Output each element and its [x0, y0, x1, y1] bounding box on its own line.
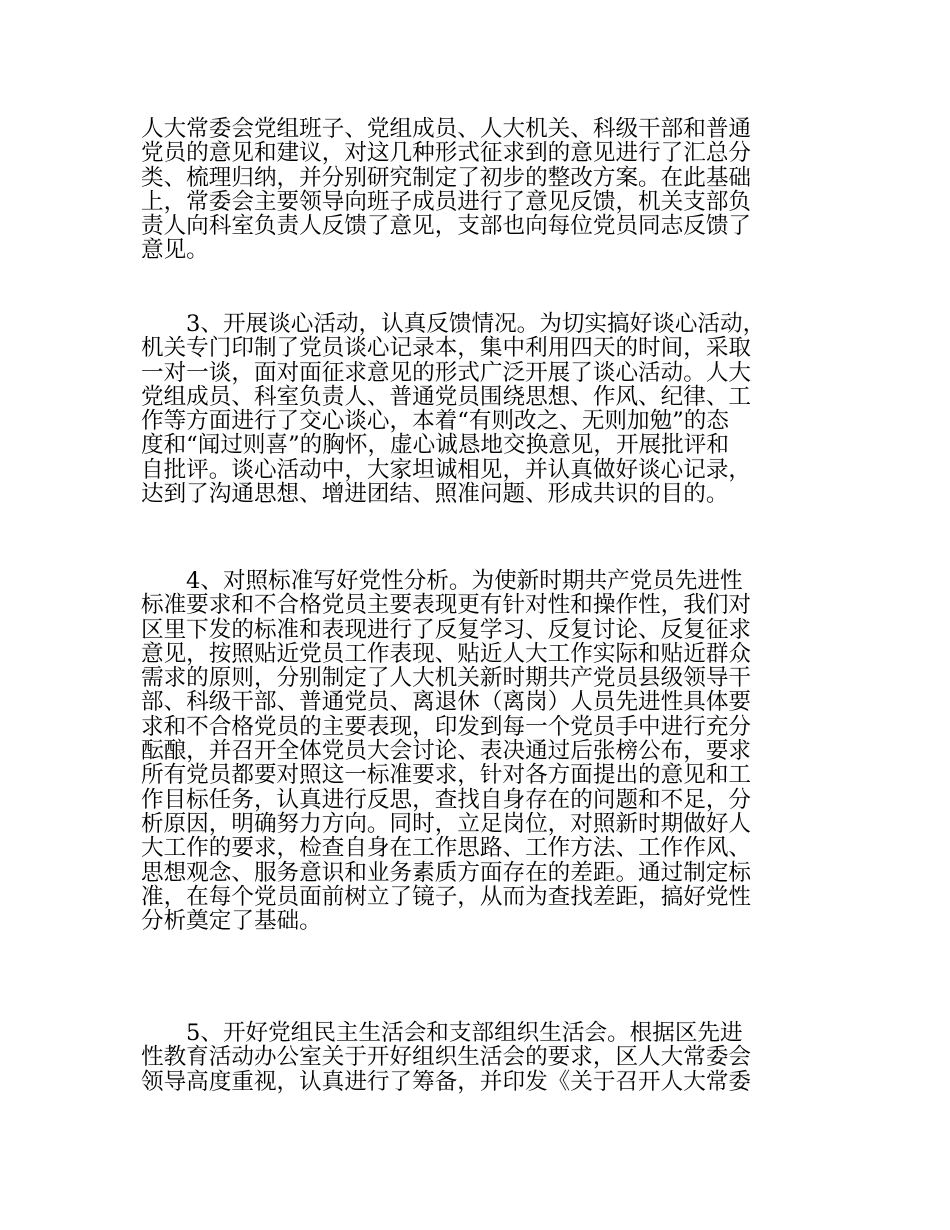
paragraph-line: 分析奠定了基础。 — [141, 908, 322, 935]
paragraph-line: 酝酿，并召开全体党员大会讨论、表决通过后张榜公布，要求 — [141, 738, 752, 765]
paragraph-line: 区里下发的标准和表现进行了反复学习、反复讨论、反复征求 — [141, 616, 752, 643]
paragraph-line: 3、开展谈心活动，认真反馈情况。为切实搞好谈心活动， — [186, 311, 766, 337]
paragraph-line: 需求的原则，分别制定了人大机关新时期共产党员县级领导干 — [141, 665, 752, 692]
paragraph-line: 标准要求和不合格党员主要表现更有针对性和操作性，我们对 — [141, 592, 752, 619]
paragraph-line: 作目标任务，认真进行反思，查找自身存在的问题和不足，分 — [141, 786, 752, 813]
paragraph-line: 党员的意见和建议，对这几种形式征求到的意见进行了汇总分 — [141, 140, 752, 167]
paragraph-line: 大工作的要求，检查自身在工作思路、工作方法、工作作风、 — [141, 835, 752, 862]
paragraph-3 — [141, 569, 811, 933]
paragraph-4 — [141, 1021, 811, 1094]
paragraph-line: 析原因，明确努力方向。同时，立足岗位，对照新时期做好人 — [141, 810, 752, 837]
paragraph-line: 意见，按照贴近党员工作表现、贴近人大工作实际和贴近群众 — [141, 640, 752, 667]
paragraph-line: 准，在每个党员面前树立了镜子，从而为查找差距，搞好党性 — [141, 883, 752, 910]
paragraph-line: 一对一谈，面对面征求意见的形式广泛开展了谈心活动。人大 — [141, 359, 752, 386]
paragraph-line: 作等方面进行了交心谈心，本着“有则改之、无则加勉”的态 — [141, 408, 729, 435]
paragraph-line: 类、梳理归纳，并分别研究制定了初步的整改方案。在此基础 — [141, 164, 752, 191]
paragraph-line: 意见。 — [141, 237, 209, 264]
paragraph-line: 性教育活动办公室关于开好组织生活会的要求，区人大常委会 — [141, 1044, 752, 1071]
paragraph-line: 党组成员、科室负责人、普通党员围绕思想、作风、纪律、工 — [141, 383, 752, 410]
paragraph-line: 5、开好党组民主生活会和支部组织生活会。根据区先进 — [186, 1020, 743, 1046]
paragraph-line: 人大常委会党组班子、党组成员、人大机关、科级干部和普通 — [141, 116, 752, 142]
paragraph-line: 求和不合格党员的主要表现，印发到每一个党员手中进行充分 — [141, 713, 752, 740]
paragraph-line: 自批评。谈心活动中，大家坦诚相见，并认真做好谈心记录， — [141, 456, 752, 483]
paragraph-line: 机关专门印制了党员谈心记录本，集中利用四天的时间，采取 — [141, 335, 752, 362]
paragraph-line: 责人向科室负责人反馈了意见，支部也向每位党员同志反馈了 — [141, 213, 752, 240]
paragraph-line: 上，常委会主要领导向班子成员进行了意见反馈，机关支部负 — [141, 188, 752, 215]
paragraph-line: 4、对照标准写好党性分析。为使新时期共产党员先进性 — [186, 568, 743, 594]
paragraph-line: 部、科级干部、普通党员、离退休（离岗）人员先进性具体要 — [141, 689, 752, 716]
paragraph-line: 领导高度重视，认真进行了筹备，并印发《关于召开人大常委 — [141, 1068, 752, 1095]
paragraph-line: 思想观念、服务意识和业务素质方面存在的差距。通过制定标 — [141, 859, 752, 886]
paragraph-1 — [141, 117, 811, 263]
paragraph-line: 所有党员都要对照这一标准要求，针对各方面提出的意见和工 — [141, 762, 752, 789]
paragraph-line: 达到了沟通思想、增进团结、照准问题、形成共识的目的。 — [141, 481, 729, 508]
paragraph-line: 度和“闻过则喜”的胸怀，虚心诚恳地交换意见，开展批评和 — [141, 432, 729, 459]
paragraph-2 — [141, 312, 811, 506]
